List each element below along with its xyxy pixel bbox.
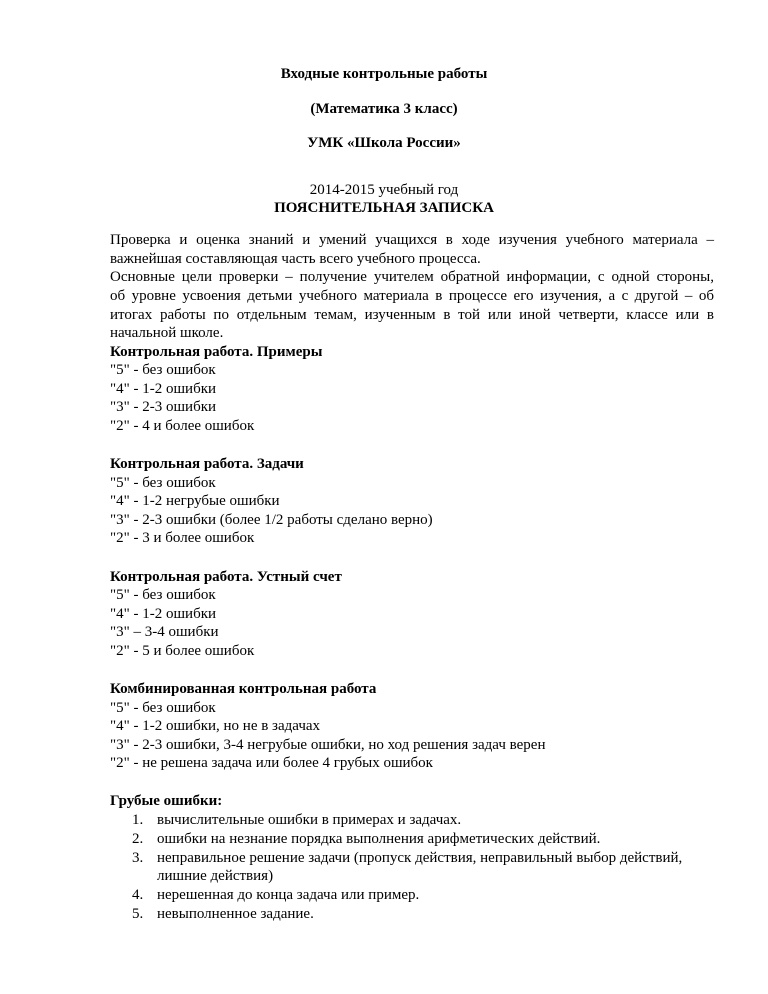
intro-p2-line: об уровне усвоения детьми учебного материала в процессе его изучения, а с другой – об [110,288,714,304]
intro-p2-line: начальной школе. [110,325,224,341]
list-number: 5. [132,906,144,922]
grade-line: "5" - без ошибок [110,475,216,491]
grade-line: "2" - 3 и более ошибок [110,530,255,546]
list-number: 2. [132,831,144,847]
section-title: Комбинированная контрольная работа [110,681,377,697]
list-number: 4. [132,887,144,903]
intro-p2-line: итогах работы по отдельным темам, изученным в той или иной четверти, классе или в [110,307,714,323]
list-number: 1. [132,812,144,828]
doc-subject: (Математика 3 класс) [310,101,458,117]
list-number: 3. [132,850,144,866]
intro-p1-line: Проверка и оценка знаний и умений учащихся в ходе изучения учебного материала – [110,232,714,248]
doc-program: УМК «Школа России» [307,135,461,151]
intro-p1-line: важнейшая составляющая часть всего учебного процесса. [110,251,481,267]
grade-line: "2" - 5 и более ошибок [110,643,255,659]
grade-line: "2" - не решена задача или более 4 грубых ошибок [110,755,433,771]
list-item: невыполненное задание. [157,906,314,922]
grade-line: "3" - 2-3 ошибки (более 1/2 работы сделано верно) [110,512,433,528]
errors-title: Грубые ошибки: [110,793,223,809]
grade-line: "2" - 4 и более ошибок [110,418,255,434]
grade-line: "3" - 2-3 ошибки [110,399,217,415]
grade-line: "4" - 1-2 негрубые ошибки [110,493,280,509]
doc-heading: ПОЯСНИТЕЛЬНАЯ ЗАПИСКА [274,200,494,216]
grade-line: "4" - 1-2 ошибки [110,606,217,622]
list-item-continuation: лишние действия) [157,868,274,884]
grade-line: "4" - 1-2 ошибки [110,381,217,397]
grade-line: "3" - 2-3 ошибки, 3-4 негрубые ошибки, но ход решения задач верен [110,737,546,753]
list-item: вычислительные ошибки в примерах и задачах. [157,812,462,828]
list-item: нерешенная до конца задача или пример. [157,887,420,903]
grade-line: "5" - без ошибок [110,587,216,603]
section-title: Контрольная работа. Задачи [110,456,304,472]
grade-line: "3" – 3-4 ошибки [110,624,219,640]
intro-p2-line: Основные цели проверки – получение учителем обратной информации, с одной стороны, [110,269,714,285]
list-item: неправильное решение задачи (пропуск действия, неправильный выбор действий, [157,850,683,866]
list-item: ошибки на незнание порядка выполнения арифметических действий. [157,831,601,847]
grade-line: "5" - без ошибок [110,362,216,378]
grade-line: "5" - без ошибок [110,700,216,716]
section-title: Контрольная работа. Устный счет [110,569,342,585]
doc-year: 2014-2015 учебный год [309,182,459,198]
section-title: Контрольная работа. Примеры [110,344,323,360]
grade-line: "4" - 1-2 ошибки, но не в задачах [110,718,321,734]
doc-title: Входные контрольные работы [280,66,488,82]
